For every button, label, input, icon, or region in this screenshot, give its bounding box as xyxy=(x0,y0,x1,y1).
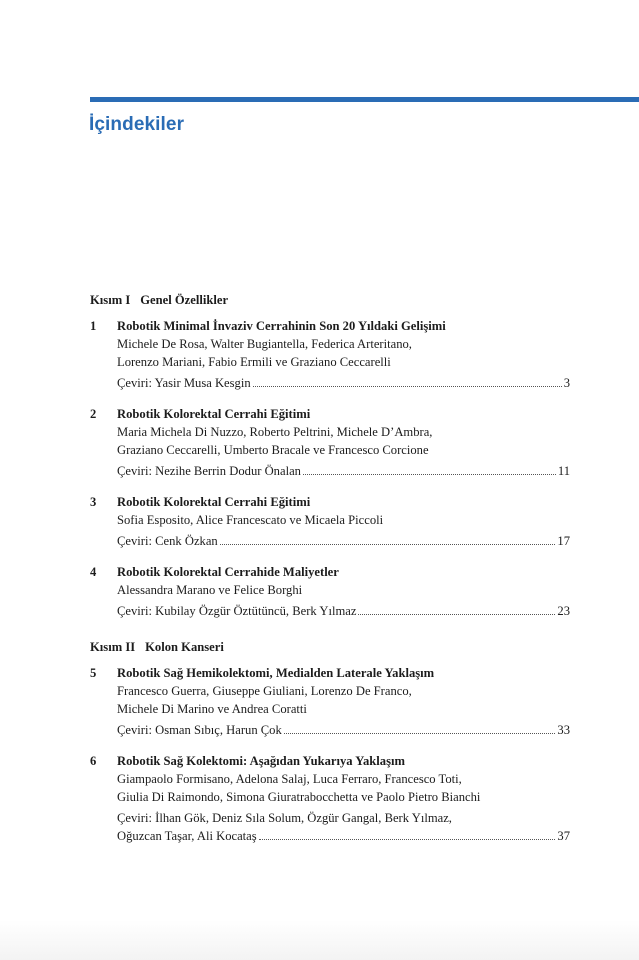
dot-leader xyxy=(284,733,556,734)
chapter-page-number[interactable]: 23 xyxy=(557,604,570,618)
part-title: Kolon Kanseri xyxy=(145,640,224,654)
chapter-authors: Michele De Rosa, Walter Bugiantella, Federica Arteritano, xyxy=(117,337,412,351)
part-title: Genel Özellikler xyxy=(140,293,229,307)
part-label: Kısım I xyxy=(90,293,131,307)
chapter-authors: Michele Di Marino ve Andrea Coratti xyxy=(117,702,307,716)
chapter-authors: Giulia Di Raimondo, Simona Giuratrabocchetta ve Paolo Pietro Bianchi xyxy=(117,790,481,804)
chapter-number: 6 xyxy=(90,754,97,768)
chapter-number: 2 xyxy=(90,407,97,421)
chapter-authors: Sofia Esposito, Alice Francescato ve Micaela Piccoli xyxy=(117,513,384,527)
chapter-title[interactable]: Robotik Minimal İnvaziv Cerrahinin Son 20 Yıldaki Gelişimi xyxy=(117,319,446,333)
page-edge-shadow xyxy=(0,920,639,960)
chapter-page-number[interactable]: 17 xyxy=(557,534,570,548)
table-of-contents xyxy=(90,291,570,858)
chapter-title[interactable]: Robotik Kolorektal Cerrahide Maliyetler xyxy=(117,565,339,579)
chapter-authors: Francesco Guerra, Giuseppe Giuliani, Lorenzo De Franco, xyxy=(117,684,412,698)
chapter-page-number[interactable]: 33 xyxy=(557,723,570,737)
chapter-translator: Çeviri: Kubilay Özgür Öztütüncü, Berk Yılmaz xyxy=(117,604,357,618)
header-rule xyxy=(90,97,639,102)
dot-leader xyxy=(253,386,562,387)
chapter-authors: Lorenzo Mariani, Fabio Ermili ve Graziano Ceccarelli xyxy=(117,355,391,369)
chapter-page-number[interactable]: 37 xyxy=(557,829,570,843)
chapter-page-number[interactable]: 3 xyxy=(563,376,570,390)
chapter-entry[interactable] xyxy=(90,563,570,620)
chapter-authors: Maria Michela Di Nuzzo, Roberto Peltrini, Michele D’Ambra, xyxy=(117,425,433,439)
chapter-entry[interactable] xyxy=(90,752,570,845)
dot-leader xyxy=(303,474,556,475)
chapter-number: 4 xyxy=(90,565,97,579)
part-heading xyxy=(90,291,570,309)
chapter-authors: Alessandra Marano ve Felice Borghi xyxy=(117,583,303,597)
dot-leader xyxy=(220,544,556,545)
chapter-entry[interactable] xyxy=(90,664,570,739)
chapter-translator: Çeviri: Nezihe Berrin Dodur Önalan xyxy=(117,464,301,478)
chapter-translator: Çeviri: İlhan Gök, Deniz Sıla Solum, Özgür Gangal, Berk Yılmaz, xyxy=(117,811,452,825)
page-title: İçindekiler xyxy=(89,114,185,135)
chapter-translator: Oğuzcan Taşar, Ali Kocataş xyxy=(117,829,257,843)
chapter-entry[interactable] xyxy=(90,405,570,480)
chapter-title[interactable]: Robotik Sağ Kolektomi: Aşağıdan Yukarıya Yaklaşım xyxy=(117,754,405,768)
chapter-authors: Graziano Ceccarelli, Umberto Bracale ve Francesco Corcione xyxy=(117,443,429,457)
chapter-number: 1 xyxy=(90,319,97,333)
chapter-entry[interactable] xyxy=(90,493,570,550)
chapter-translator: Çeviri: Yasir Musa Kesgin xyxy=(117,376,251,390)
chapter-entry[interactable] xyxy=(90,317,570,392)
chapter-number: 3 xyxy=(90,495,97,509)
chapter-authors: Giampaolo Formisano, Adelona Salaj, Luca Ferraro, Francesco Toti, xyxy=(117,772,462,786)
chapter-title[interactable]: Robotik Kolorektal Cerrahi Eğitimi xyxy=(117,495,311,509)
part-heading xyxy=(90,638,570,656)
chapter-number: 5 xyxy=(90,666,97,680)
chapter-page-number[interactable]: 11 xyxy=(557,464,570,478)
dot-leader xyxy=(358,614,555,615)
chapter-translator: Çeviri: Cenk Özkan xyxy=(117,534,218,548)
dot-leader xyxy=(259,839,556,840)
chapter-title[interactable]: Robotik Sağ Hemikolektomi, Medialden Laterale Yaklaşım xyxy=(117,666,435,680)
part-label: Kısım II xyxy=(90,640,136,654)
chapter-translator: Çeviri: Osman Sıbıç, Harun Çok xyxy=(117,723,282,737)
chapter-title[interactable]: Robotik Kolorektal Cerrahi Eğitimi xyxy=(117,407,311,421)
